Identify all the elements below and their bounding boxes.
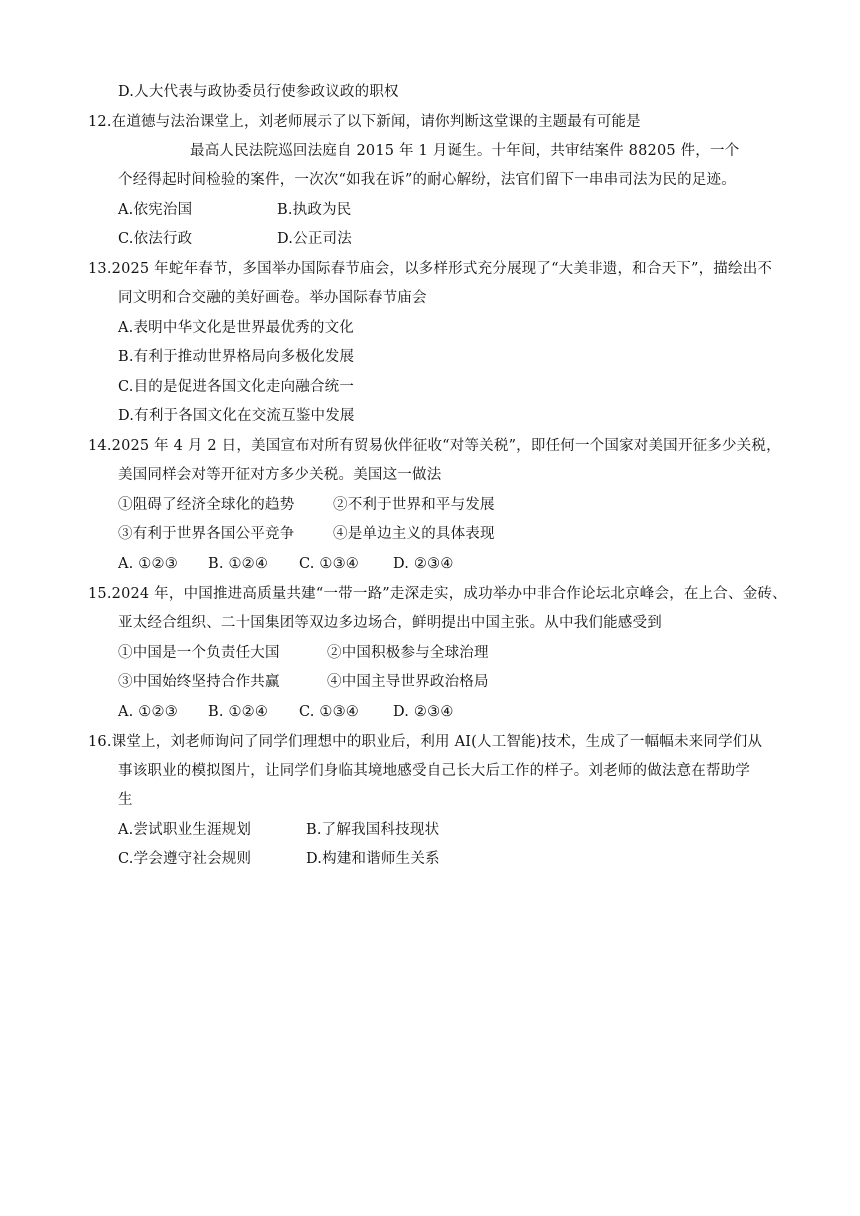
q11-option-d: D.人大代表与政协委员行使参政议政的职权 [118, 84, 399, 100]
q14-option-b: B. ①②④ [208, 556, 269, 572]
q15-item-1: ①中国是一个负责任大国 [118, 645, 280, 661]
q14-stem-line2: 美国同样会对等开征对方多少关税。美国这一做法 [118, 467, 442, 483]
q15-option-d: D. ②③④ [393, 704, 454, 720]
q14-item-1: ①阻碍了经济全球化的趋势 [118, 497, 295, 513]
q12-option-a: A.依宪治国 [118, 202, 193, 218]
q15-option-c: C. ①③④ [299, 704, 359, 720]
q14-option-c: C. ①③④ [299, 556, 359, 572]
q16-option-d: D.构建和谐师生关系 [306, 851, 440, 867]
q14-option-d: D. ②③④ [393, 556, 454, 572]
q13-option-c: C.目的是促进各国文化走向融合统一 [118, 379, 355, 395]
q15-stem-line2: 亚太经合组织、二十国集团等双边多边场合，鲜明提出中国主张。从中我们能感受到 [118, 615, 662, 631]
q16-option-b: B.了解我国科技现状 [306, 822, 440, 838]
q16-option-a: A.尝试职业生涯规划 [118, 822, 252, 838]
q16-stem-line1: 16.课堂上，刘老师询问了同学们理想中的职业后，利用 AI(人工智能)技术，生成了一幅幅未来同学们从 [88, 734, 763, 750]
q15-stem-line1: 15.2024 年，中国推进高质量共建“一带一路”走深走实，成功举办中非合作论坛北京峰会，在上合、金砖、 [88, 586, 787, 602]
q13-stem-line1: 13.2025 年蛇年春节，多国举办国际春节庙会，以多样形式充分展现了“大美非遗，和合天下”，描绘出不 [88, 261, 773, 277]
q12-news-line2: 个经得起时间检验的案件，一次次“如我在诉”的耐心解纷，法官们留下一串串司法为民的足迹。 [118, 172, 736, 188]
q15-option-a: A. ①②③ [118, 704, 178, 720]
q13-option-b: B.有利于推动世界格局向多极化发展 [118, 349, 355, 365]
q15-item-3: ③中国始终坚持合作共赢 [118, 674, 280, 690]
q16-option-c: C.学会遵守社会规则 [118, 851, 252, 867]
q13-option-d: D.有利于各国文化在交流互鉴中发展 [118, 408, 355, 424]
q14-item-2: ②不利于世界和平与发展 [333, 497, 495, 513]
q12-news-line1: 最高人民法院巡回法庭自 2015 年 1 月诞生。十年间，共审结案件 88205 件，一个 [190, 143, 740, 159]
q15-item-4: ④中国主导世界政治格局 [327, 674, 489, 690]
q12-option-d: D.公正司法 [277, 231, 352, 247]
q12-stem: 12.在道德与法治课堂上，刘老师展示了以下新闻，请你判断这堂课的主题最有可能是 [88, 114, 641, 130]
q15-item-2: ②中国积极参与全球治理 [327, 645, 489, 661]
q13-stem-line2: 同文明和合交融的美好画卷。举办国际春节庙会 [118, 290, 427, 306]
q14-option-a: A. ①②③ [118, 556, 178, 572]
q15-option-b: B. ①②④ [208, 704, 269, 720]
q12-option-b: B.执政为民 [277, 202, 352, 218]
q16-stem-line2: 事该职业的模拟图片，让同学们身临其境地感受自己长大后工作的样子。刘老师的做法意在帮助学 [118, 763, 751, 779]
q14-item-3: ③有利于世界各国公平竞争 [118, 526, 295, 542]
q12-option-c: C.依法行政 [118, 231, 193, 247]
q14-stem-line1: 14.2025 年 4 月 2 日，美国宣布对所有贸易伙伴征收“对等关税”，即任何一个国家对美国开征多少关税， [88, 438, 781, 454]
q13-option-a: A.表明中华文化是世界最优秀的文化 [118, 320, 354, 336]
q16-stem-line3: 生 [118, 792, 133, 808]
q14-item-4: ④是单边主义的具体表现 [333, 526, 495, 542]
